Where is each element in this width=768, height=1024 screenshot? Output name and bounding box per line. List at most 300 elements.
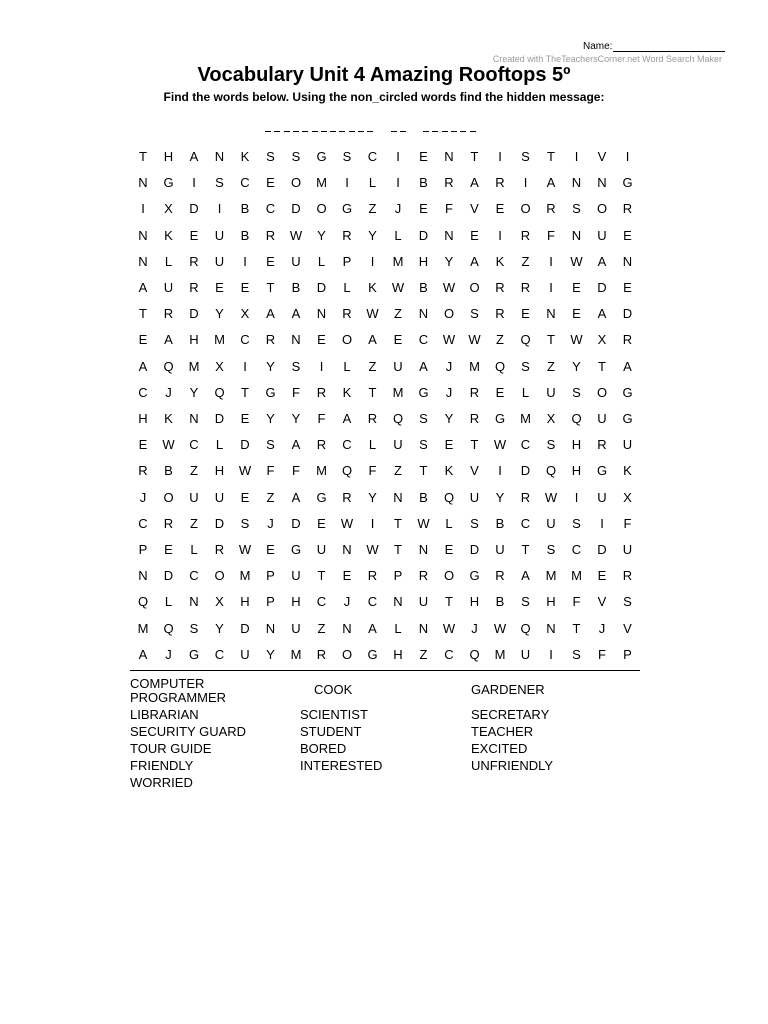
grid-letter: R bbox=[316, 437, 327, 453]
blank-dash bbox=[442, 131, 448, 132]
grid-letter: T bbox=[317, 568, 326, 584]
grid-letter: A bbox=[470, 253, 479, 269]
grid-row bbox=[130, 565, 640, 591]
grid-letter: U bbox=[546, 384, 556, 400]
grid-letter: A bbox=[597, 253, 607, 269]
word-list-item: WORRIED bbox=[130, 775, 193, 790]
grid-letter: G bbox=[494, 411, 506, 426]
grid-letter: T bbox=[419, 463, 428, 479]
grid-letter: E bbox=[266, 175, 275, 191]
grid-row bbox=[130, 329, 640, 355]
grid-letter: V bbox=[470, 201, 479, 217]
grid-letter: C bbox=[265, 201, 276, 217]
blank-dash bbox=[302, 131, 308, 132]
grid-letter: O bbox=[469, 280, 480, 295]
grid-letter: F bbox=[445, 201, 453, 217]
grid-letter: G bbox=[265, 384, 276, 400]
grid-letter: N bbox=[444, 149, 454, 164]
word-list-item: STUDENT bbox=[300, 724, 362, 739]
grid-letter: J bbox=[471, 620, 478, 636]
word-list-item: COMPUTER bbox=[130, 676, 205, 691]
grid-letter: R bbox=[342, 306, 352, 322]
grid-letter: I bbox=[498, 463, 502, 479]
grid-letter: G bbox=[418, 384, 429, 400]
grid-letter: Q bbox=[469, 646, 480, 662]
grid-letter: E bbox=[495, 384, 505, 400]
grid-letter: N bbox=[189, 411, 199, 426]
grid-letter: Y bbox=[215, 306, 224, 322]
grid-letter: P bbox=[342, 253, 352, 269]
grid-letter: W bbox=[366, 306, 379, 322]
word-list-item: PROGRAMMER bbox=[130, 690, 227, 705]
grid-letter: L bbox=[394, 227, 402, 243]
grid-letter: W bbox=[417, 515, 430, 531]
grid-letter: W bbox=[366, 542, 379, 557]
grid-letter: C bbox=[342, 437, 352, 453]
grid-letter: B bbox=[419, 175, 428, 191]
grid-letter: M bbox=[469, 358, 480, 374]
grid-letter: R bbox=[495, 568, 505, 584]
grid-letter: T bbox=[547, 332, 555, 348]
grid-letter: Z bbox=[394, 463, 402, 479]
grid-letter: M bbox=[316, 463, 327, 479]
word-list-item: FRIENDLY bbox=[130, 758, 194, 773]
grid-letter: I bbox=[370, 253, 375, 269]
grid-letter: K bbox=[368, 280, 377, 295]
grid-letter: C bbox=[138, 384, 148, 400]
grid-letter: D bbox=[214, 411, 225, 426]
grid-letter: L bbox=[343, 358, 351, 374]
grid-letter: D bbox=[189, 201, 199, 217]
grid-letter: I bbox=[549, 253, 553, 269]
grid-letter: N bbox=[418, 620, 429, 636]
grid-letter: I bbox=[625, 149, 630, 164]
grid-letter: H bbox=[189, 332, 199, 348]
grid-letter: R bbox=[316, 646, 327, 662]
grid-letter: H bbox=[163, 149, 174, 164]
grid-row bbox=[130, 591, 640, 617]
word-list-item: INTERESTED bbox=[300, 758, 383, 773]
blank-dash bbox=[358, 131, 364, 132]
grid-letter: L bbox=[190, 542, 198, 557]
word-list-item: LIBRARIAN bbox=[130, 707, 199, 722]
grid-letter: A bbox=[419, 358, 428, 374]
grid-letter: E bbox=[317, 332, 326, 348]
grid-letter: O bbox=[290, 175, 302, 191]
grid-letter: U bbox=[546, 515, 556, 531]
grid-letter: W bbox=[493, 437, 507, 453]
grid-letter: R bbox=[418, 568, 429, 584]
grid-letter: N bbox=[622, 253, 633, 269]
grid-letter: Y bbox=[444, 411, 454, 426]
name-blank-line bbox=[613, 42, 725, 52]
grid-letter: E bbox=[393, 332, 403, 348]
grid-letter: C bbox=[240, 332, 250, 348]
grid-letter: Z bbox=[419, 646, 428, 662]
grid-letter: K bbox=[623, 463, 632, 479]
grid-letter: M bbox=[214, 332, 225, 348]
grid-letter: Y bbox=[266, 646, 275, 662]
grid-letter: R bbox=[163, 515, 174, 531]
grid-letter: W bbox=[238, 542, 252, 557]
grid-letter: B bbox=[240, 227, 250, 243]
grid-letter: J bbox=[139, 489, 147, 505]
grid-letter: X bbox=[623, 489, 632, 505]
grid-letter: I bbox=[243, 253, 247, 269]
grid-letter: U bbox=[469, 489, 480, 505]
grid-letter: N bbox=[138, 227, 148, 243]
grid-letter: Z bbox=[521, 253, 530, 269]
grid-letter: S bbox=[419, 437, 428, 453]
word-list-item: COOK bbox=[314, 682, 353, 697]
grid-letter: L bbox=[368, 175, 377, 191]
grid-letter: Q bbox=[163, 620, 174, 636]
grid-letter: M bbox=[545, 568, 557, 584]
grid-letter: N bbox=[597, 175, 607, 191]
grid-letter: I bbox=[498, 227, 502, 243]
grid-letter: W bbox=[442, 280, 456, 295]
grid-letter: Y bbox=[572, 358, 581, 374]
grid-letter: L bbox=[394, 620, 402, 636]
grid-letter: C bbox=[571, 542, 582, 557]
grid-letter: U bbox=[393, 358, 403, 374]
grid-letter: R bbox=[495, 306, 505, 322]
grid-letter: I bbox=[141, 201, 145, 217]
grid-letter: Y bbox=[317, 227, 326, 243]
grid-letter: S bbox=[419, 411, 428, 426]
grid-letter: U bbox=[189, 489, 199, 505]
grid-letter: B bbox=[164, 463, 173, 479]
grid-letter: G bbox=[316, 149, 327, 164]
grid-letter: S bbox=[470, 515, 479, 531]
grid-letter: R bbox=[367, 568, 378, 584]
grid-letter: N bbox=[316, 306, 327, 322]
grid-row bbox=[130, 225, 640, 251]
blank-dash bbox=[321, 131, 327, 132]
grid-letter: O bbox=[163, 489, 174, 505]
grid-letter: T bbox=[470, 437, 479, 453]
grid-letter: B bbox=[495, 594, 505, 610]
grid-letter: D bbox=[291, 201, 301, 217]
grid-letter: T bbox=[470, 149, 479, 164]
grid-letter: E bbox=[189, 227, 199, 243]
grid-letter: H bbox=[418, 253, 429, 269]
grid-letter: R bbox=[520, 227, 531, 243]
grid-letter: Z bbox=[190, 463, 198, 479]
grid-letter: Y bbox=[368, 489, 377, 505]
grid-letter: V bbox=[470, 463, 479, 479]
grid-letter: A bbox=[189, 149, 199, 164]
grid-row bbox=[130, 356, 640, 382]
word-list-item: TOUR GUIDE bbox=[130, 741, 212, 756]
grid-letter: Y bbox=[291, 411, 301, 426]
grid-letter: U bbox=[240, 646, 250, 662]
grid-letter: U bbox=[163, 280, 174, 295]
grid-letter: O bbox=[596, 201, 608, 217]
grid-letter: W bbox=[468, 332, 481, 348]
grid-letter: C bbox=[189, 437, 199, 453]
grid-letter: H bbox=[138, 411, 148, 426]
grid-letter: S bbox=[291, 358, 301, 374]
grid-letter: M bbox=[137, 620, 149, 636]
grid-letter: T bbox=[241, 384, 249, 400]
grid-letter: T bbox=[547, 149, 555, 164]
grid-letter: N bbox=[393, 594, 403, 610]
grid-row bbox=[130, 434, 640, 460]
grid-row bbox=[130, 644, 640, 670]
grid-letter: G bbox=[622, 384, 633, 400]
grid-letter: N bbox=[571, 175, 582, 191]
grid-letter: R bbox=[469, 384, 480, 400]
grid-letter: E bbox=[623, 280, 632, 295]
grid-letter: G bbox=[469, 568, 480, 584]
grid-letter: R bbox=[189, 280, 199, 295]
grid-letter: R bbox=[163, 306, 174, 322]
grid-letter: W bbox=[442, 620, 456, 636]
grid-divider bbox=[130, 670, 640, 671]
grid-letter: O bbox=[596, 384, 608, 400]
grid-letter: R bbox=[597, 437, 607, 453]
grid-letter: C bbox=[520, 515, 531, 531]
grid-letter: U bbox=[393, 437, 403, 453]
grid-letter: J bbox=[445, 384, 453, 400]
grid-letter: R bbox=[265, 332, 276, 348]
grid-row bbox=[130, 618, 640, 644]
grid-letter: K bbox=[444, 463, 454, 479]
grid-letter: S bbox=[470, 306, 479, 322]
grid-letter: Q bbox=[571, 411, 582, 426]
grid-row bbox=[130, 382, 640, 408]
grid-letter: A bbox=[368, 620, 377, 636]
grid-letter: M bbox=[290, 646, 302, 662]
word-list-item: GARDENER bbox=[471, 682, 545, 697]
grid-letter: X bbox=[215, 358, 224, 374]
grid-letter: S bbox=[572, 201, 581, 217]
grid-letter: R bbox=[138, 463, 148, 479]
grid-letter: E bbox=[572, 306, 581, 322]
grid-letter: Q bbox=[214, 384, 225, 400]
grid-letter: O bbox=[316, 201, 327, 217]
grid-letter: E bbox=[470, 227, 479, 243]
grid-letter: N bbox=[546, 306, 556, 322]
grid-letter: A bbox=[623, 358, 632, 374]
grid-letter: T bbox=[521, 542, 530, 557]
grid-row bbox=[130, 172, 640, 198]
grid-letter: J bbox=[165, 646, 172, 662]
grid-letter: Z bbox=[266, 489, 275, 505]
word-list-item: UNFRIENDLY bbox=[471, 758, 554, 773]
grid-letter: P bbox=[266, 594, 275, 610]
grid-letter: R bbox=[622, 201, 633, 217]
grid-letter: L bbox=[343, 280, 351, 295]
grid-letter: R bbox=[622, 568, 633, 584]
grid-letter: T bbox=[368, 384, 377, 400]
blank-dash bbox=[265, 131, 271, 132]
grid-letter: V bbox=[623, 620, 632, 636]
grid-letter: H bbox=[469, 594, 480, 610]
grid-letter: K bbox=[342, 384, 352, 400]
grid-letter: D bbox=[240, 437, 250, 453]
grid-letter: D bbox=[520, 463, 531, 479]
grid-letter: Y bbox=[266, 358, 275, 374]
grid-letter: J bbox=[343, 594, 351, 610]
grid-letter: N bbox=[265, 620, 276, 636]
grid-letter: I bbox=[498, 149, 502, 164]
grid-letter: E bbox=[138, 437, 148, 453]
grid-letter: N bbox=[138, 175, 148, 191]
grid-letter: I bbox=[574, 489, 579, 505]
grid-letter: N bbox=[291, 332, 301, 348]
blank-dash bbox=[330, 131, 336, 132]
grid-letter: W bbox=[570, 253, 583, 269]
word-list-item: SECRETARY bbox=[471, 707, 550, 722]
grid-letter: S bbox=[240, 515, 250, 531]
grid-letter: L bbox=[521, 384, 530, 400]
grid-letter: C bbox=[367, 594, 378, 610]
grid-row bbox=[130, 487, 640, 513]
grid-letter: G bbox=[622, 411, 633, 426]
grid-letter: H bbox=[571, 437, 582, 453]
grid-letter: P bbox=[138, 542, 148, 557]
grid-letter: Y bbox=[189, 384, 199, 400]
grid-letter: Y bbox=[266, 411, 275, 426]
grid-letter: U bbox=[495, 542, 505, 557]
grid-letter: T bbox=[139, 306, 147, 322]
grid-letter: S bbox=[521, 594, 530, 610]
grid-letter: R bbox=[316, 384, 327, 400]
grid-letter: E bbox=[138, 332, 148, 348]
grid-letter: H bbox=[546, 594, 556, 610]
grid-letter: W bbox=[493, 620, 507, 636]
grid-letter: A bbox=[266, 306, 275, 322]
grid-letter: I bbox=[600, 515, 604, 531]
grid-letter: U bbox=[214, 489, 225, 505]
grid-letter: A bbox=[138, 358, 148, 374]
grid-letter: E bbox=[240, 411, 250, 426]
grid-letter: Y bbox=[368, 227, 377, 243]
grid-letter: D bbox=[163, 568, 174, 584]
grid-letter: Q bbox=[494, 358, 506, 374]
grid-row bbox=[130, 513, 640, 539]
grid-letter: F bbox=[547, 227, 555, 243]
grid-letter: T bbox=[394, 515, 402, 531]
grid-letter: R bbox=[265, 227, 276, 243]
grid-letter: U bbox=[291, 568, 301, 584]
grid-letter: U bbox=[622, 437, 633, 453]
grid-letter: N bbox=[189, 594, 199, 610]
grid-letter: F bbox=[572, 594, 581, 610]
grid-letter: I bbox=[549, 280, 553, 295]
grid-letter: L bbox=[164, 253, 173, 269]
grid-letter: Q bbox=[341, 463, 353, 479]
grid-letter: T bbox=[445, 594, 453, 610]
grid-letter: D bbox=[597, 280, 607, 295]
grid-letter: O bbox=[341, 646, 353, 662]
grid-letter: O bbox=[214, 568, 225, 584]
grid-letter: M bbox=[520, 411, 531, 426]
word-list-item: TEACHER bbox=[471, 724, 534, 739]
grid-letter: Q bbox=[392, 411, 404, 426]
grid-letter: U bbox=[291, 253, 301, 269]
grid-letter: D bbox=[214, 515, 225, 531]
grid-letter: F bbox=[292, 384, 300, 400]
grid-letter: R bbox=[342, 227, 352, 243]
grid-letter: C bbox=[520, 437, 531, 453]
grid-letter: N bbox=[214, 149, 225, 164]
grid-letter: E bbox=[444, 542, 454, 557]
grid-letter: I bbox=[243, 358, 247, 374]
grid-letter: S bbox=[266, 149, 275, 164]
grid-letter: N bbox=[393, 489, 403, 505]
grid-letter: A bbox=[164, 332, 173, 348]
grid-letter: S bbox=[342, 149, 352, 164]
grid-letter: U bbox=[214, 253, 225, 269]
grid-letter: E bbox=[495, 201, 505, 217]
grid-letter: I bbox=[574, 149, 579, 164]
grid-letter: Z bbox=[190, 515, 198, 531]
grid-letter: U bbox=[597, 489, 607, 505]
grid-letter: W bbox=[544, 489, 558, 505]
grid-letter: J bbox=[394, 201, 402, 217]
page-title: Vocabulary Unit 4 Amazing Rooftops 5º bbox=[197, 64, 571, 86]
grid-row bbox=[130, 460, 640, 486]
grid-letter: C bbox=[367, 149, 378, 164]
grid-letter: E bbox=[215, 280, 224, 295]
word-list-item: SECURITY GUARD bbox=[130, 724, 247, 739]
grid-letter: I bbox=[396, 175, 400, 191]
blank-dash bbox=[339, 131, 345, 132]
grid-letter: A bbox=[521, 568, 530, 584]
grid-letter: E bbox=[266, 542, 275, 557]
grid-letter: Q bbox=[137, 594, 149, 610]
grid-letter: N bbox=[342, 542, 352, 557]
grid-letter: K bbox=[164, 227, 173, 243]
grid-letter: M bbox=[571, 568, 582, 584]
grid-letter: A bbox=[291, 489, 301, 505]
grid-letter: M bbox=[316, 175, 327, 191]
grid-letter: R bbox=[520, 280, 531, 295]
grid-letter: M bbox=[188, 358, 200, 374]
grid-letter: R bbox=[495, 175, 505, 191]
blank-dash bbox=[349, 131, 355, 132]
grid-letter: G bbox=[341, 201, 353, 217]
grid-letter: D bbox=[597, 542, 607, 557]
grid-letter: G bbox=[290, 542, 302, 557]
grid-letter: R bbox=[495, 280, 505, 295]
grid-row bbox=[130, 146, 640, 172]
grid-letter: M bbox=[239, 568, 251, 584]
grid-letter: K bbox=[164, 411, 173, 426]
grid-letter: U bbox=[597, 227, 607, 243]
grid-letter: I bbox=[192, 175, 196, 191]
grid-letter: N bbox=[138, 253, 148, 269]
grid-letter: G bbox=[596, 463, 608, 479]
grid-letter: S bbox=[291, 149, 301, 164]
grid-letter: B bbox=[495, 515, 505, 531]
grid-letter: L bbox=[215, 437, 224, 453]
grid-letter: A bbox=[470, 175, 479, 191]
grid-letter: D bbox=[316, 280, 327, 295]
grid-letter: N bbox=[138, 568, 148, 584]
grid-letter: Q bbox=[545, 463, 557, 479]
grid-letter: Z bbox=[547, 358, 555, 374]
grid-letter: E bbox=[164, 542, 173, 557]
grid-letter: F bbox=[317, 411, 326, 426]
grid-letter: V bbox=[597, 149, 607, 164]
grid-letter: T bbox=[266, 280, 275, 295]
grid-letter: M bbox=[392, 253, 404, 269]
blank-dash bbox=[460, 131, 466, 132]
